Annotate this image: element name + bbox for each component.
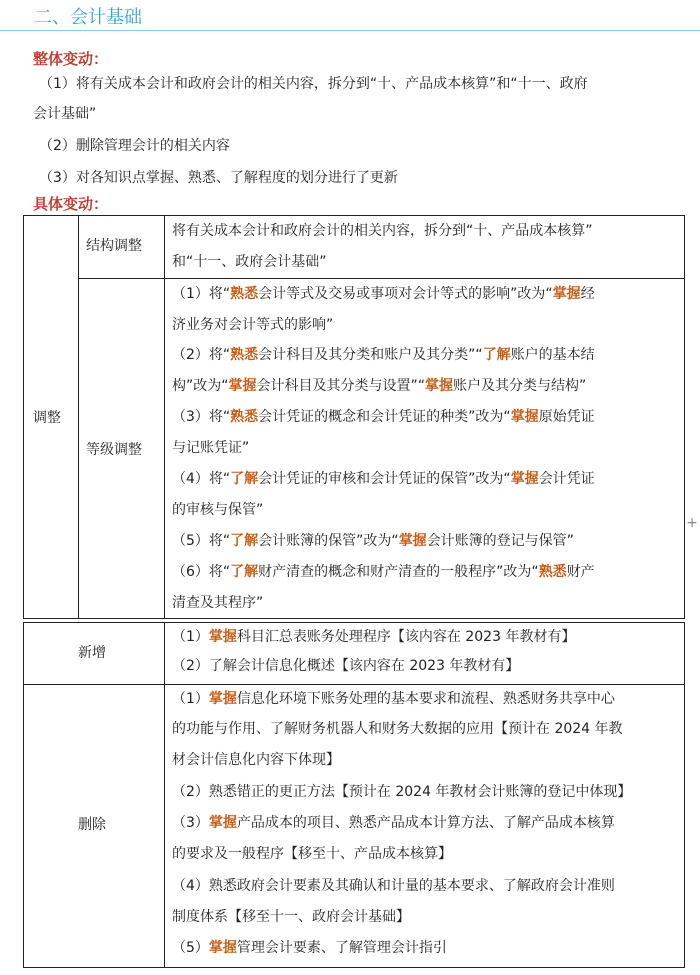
mastery-keyword: 熟悉 [538, 564, 567, 580]
delete-line-7 [172, 875, 615, 898]
level-adjust-line-11 [172, 592, 263, 615]
text-segment: 的功能与作用、了解财务机器人和财务大数据的应用【预计在 2024 年教 [172, 721, 623, 737]
level-adjust-line-1 [172, 283, 595, 306]
text-segment: 清查及其程序” [172, 595, 264, 611]
level-adjust-line-7 [172, 468, 595, 491]
delete-line-8 [172, 906, 410, 929]
mastery-keyword: 掌握 [510, 409, 539, 425]
text-segment: 信息化环境下账务处理的基本要求和流程、熟悉财务共享中心 [236, 691, 615, 707]
adjust-label: 调整 [33, 410, 61, 426]
text-segment: （5）将“ [172, 533, 231, 549]
text-segment: 会计账簿的保管”改为“ [258, 533, 399, 549]
delete-line-5 [172, 812, 615, 835]
text-segment: 原始凭证 [538, 409, 595, 425]
level-adjust-line-10 [172, 561, 595, 584]
mastery-keyword: 掌握 [208, 629, 237, 645]
text-segment: 会计科目及其分类与设置”“ [256, 378, 426, 394]
text-segment: （3） [172, 815, 209, 831]
text-segment: （2）了解会计信息化概述【该内容在 2023 年教材有】 [172, 658, 520, 674]
delete-label: 删除 [78, 817, 106, 833]
text-segment: （4）熟悉政府会计要素及其确认和计量的基本要求、了解政府会计准则 [172, 878, 615, 894]
add-label: 新增 [78, 645, 106, 661]
level-adjust-line-5 [172, 406, 595, 429]
text-segment: 与记账凭证” [172, 440, 250, 456]
title-underline [0, 30, 700, 31]
level-adjust-line-9 [172, 530, 574, 553]
mastery-keyword: 掌握 [552, 286, 581, 302]
specific-heading: 具体变动： [33, 195, 109, 213]
text-segment: 制度体系【移至十一、政府会计基础】 [172, 909, 410, 925]
text-segment: 的要求及一般程序【移至十、产品成本核算】 [172, 846, 452, 862]
text-segment: 财产 [566, 564, 595, 580]
text-segment: 构”改为“ [172, 378, 229, 394]
level-label: 等级调整 [86, 442, 142, 458]
level-adjust-line-4 [172, 375, 586, 398]
mastery-keyword: 掌握 [208, 940, 237, 956]
level-adjust-line-8 [172, 499, 263, 522]
overall-item-3: （3）对各知识点掌握、熟悉、了解程度的划分进行了更新 [39, 170, 398, 186]
text-segment: 济业务对会计等式的影响” [172, 317, 334, 333]
text-segment: 管理会计要素、了解管理会计指引 [236, 940, 447, 956]
text-segment: 会计科目及其分类和账户及其分类”“ [258, 347, 483, 363]
text-segment: 的审核与保管” [172, 502, 264, 518]
overall-heading: 整体变动： [33, 50, 109, 68]
text-segment: （2）熟悉错正的更正方法【预计在 2024 年教材会计账簿的登记中体现】 [172, 784, 632, 800]
delete-line-9 [172, 937, 447, 960]
text-segment: 财产清查的概念和财产清查的一般程序”改为“ [258, 564, 539, 580]
text-segment: 材会计信息化内容下体现】 [172, 752, 340, 768]
mastery-keyword: 熟悉 [230, 409, 259, 425]
overall-item-1-line-2: 会计基础” [33, 106, 97, 122]
text-segment: （1） [172, 691, 209, 707]
structure-label: 结构调整 [86, 238, 142, 254]
plus-icon[interactable]: + [686, 515, 698, 531]
mastery-keyword: 掌握 [228, 378, 257, 394]
overall-item-2: （2）删除管理会计的相关内容 [39, 138, 230, 154]
add-line-1 [172, 626, 575, 649]
text-segment: （4）将“ [172, 471, 231, 487]
mastery-keyword: 掌握 [208, 815, 237, 831]
mastery-keyword: 了解 [230, 533, 259, 549]
mastery-keyword: 熟悉 [230, 347, 259, 363]
delete-line-4 [172, 781, 631, 804]
text-segment: 会计凭证的审核和会计凭证的保管”改为“ [258, 471, 511, 487]
text-segment: 科目汇总表账务处理程序【该内容在 2023 年教材有】 [236, 629, 576, 645]
text-segment: 会计等式及交易或事项对会计等式的影响”改为“ [258, 286, 553, 302]
text-segment: （5） [172, 940, 209, 956]
mastery-keyword: 了解 [230, 564, 259, 580]
text-segment: （1） [172, 629, 209, 645]
mastery-keyword: 了解 [482, 347, 511, 363]
text-segment: 账户的基本结 [510, 347, 595, 363]
add-line-2 [172, 655, 519, 678]
mastery-keyword: 掌握 [425, 378, 454, 394]
text-segment: （1）将“ [172, 286, 231, 302]
structure-text-line-1: 将有关成本会计和政府会计的相关内容，拆分到“十、产品成本核算” [172, 223, 593, 239]
text-segment: 会计账簿的登记与保管” [426, 533, 574, 549]
mastery-keyword: 掌握 [510, 471, 539, 487]
structure-text-line-2: 和“十一、政府会计基础” [172, 254, 327, 270]
delete-line-1 [172, 688, 615, 711]
section-title: 二、会计基础 [34, 7, 142, 28]
mastery-keyword: 掌握 [398, 533, 427, 549]
mastery-keyword: 掌握 [208, 691, 237, 707]
text-segment: （3）将“ [172, 409, 231, 425]
text-segment: 会计凭证的概念和会计凭证的种类”改为“ [258, 409, 511, 425]
text-segment: 会计凭证 [538, 471, 595, 487]
text-segment: 账户及其分类与结构” [453, 378, 587, 394]
overall-item-1-line-1: （1）将有关成本会计和政府会计的相关内容，拆分到“十、产品成本核算”和“十一、政府 [39, 76, 588, 92]
text-segment: 产品成本的项目、熟悉产品成本计算方法、了解产品成本核算 [236, 815, 615, 831]
mastery-keyword: 了解 [230, 471, 259, 487]
level-adjust-line-3 [172, 344, 595, 367]
delete-line-6 [172, 843, 452, 866]
text-segment: 经 [580, 286, 595, 302]
text-segment: （6）将“ [172, 564, 231, 580]
level-adjust-line-6 [172, 437, 249, 460]
delete-line-2 [172, 718, 623, 741]
text-segment: （2）将“ [172, 347, 231, 363]
level-adjust-line-2 [172, 314, 333, 337]
delete-line-3 [172, 749, 340, 772]
mastery-keyword: 熟悉 [230, 286, 259, 302]
